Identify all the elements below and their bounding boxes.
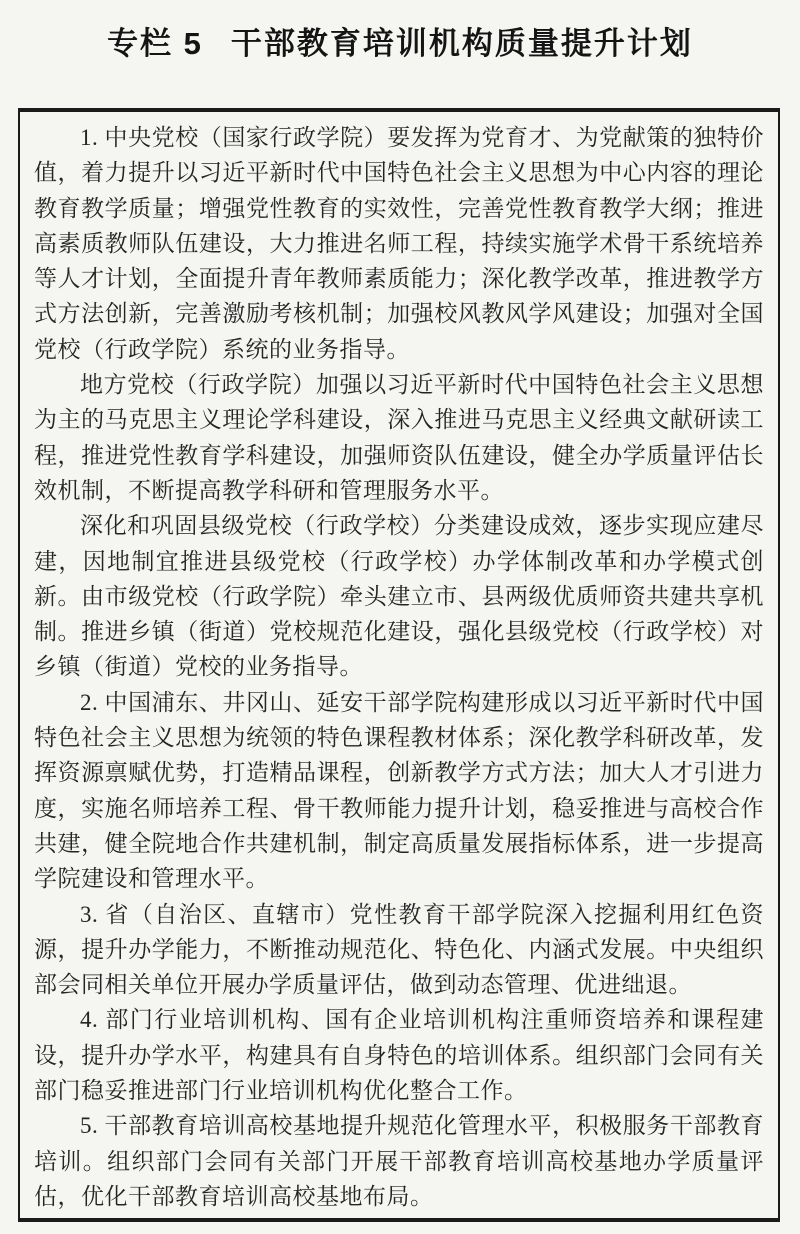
paragraph-cadre-academies: 2. 中国浦东、井冈山、延安干部学院构建形成以习近平新时代中国特色社会主义思想为统领的特色课程教材体系；深化教学科研改革，发挥资源禀赋优势，打造精品课程，创新教学方式方法；加大人才引进力度，实施名师培养工程、骨干教师能力提升计划，稳妥推进与高校合作共建，健全院地合作共建机制，制定高质量发展指标体系，进一步提高学院建设和管理水平。: [34, 689, 764, 892]
content-box: [18, 108, 780, 1222]
page-title: [0, 0, 800, 62]
paragraph-university-training-bases: 5. 干部教育培训高校基地提升规范化管理水平，积极服务干部教育培训。组织部门会同有关部门开展干部教育培训高校基地办学质量评估，优化干部教育培训高校基地布局。: [34, 1113, 764, 1209]
paragraph-provincial-academies: 3. 省（自治区、直辖市）党性教育干部学院深入挖掘利用红色资源，提升办学能力，不断推动规范化、特色化、内涵式发展。中央组织部会同相关单位开展办学质量评估，做到动态管理、优进绌退。: [34, 901, 764, 998]
panel-label: 专栏 5: [107, 26, 203, 61]
paragraph-local-party-schools: 地方党校（行政学院）加强以习近平新时代中国特色社会主义思想为主的马克思主义理论学科建设，深入推进马克思主义经典文献研读工程，推进党性教育学科建设，加强师资队伍建设，健全办学质量评估长效机制，不断提高教学科研和管理服务水平。: [34, 372, 764, 503]
paragraph-industry-training-institutions: 4. 部门行业培训机构、国有企业培训机构注重师资培养和课程建设，提升办学水平，构建具有自身特色的培训体系。组织部门会同有关部门稳妥推进部门行业培训机构优化整合工作。: [34, 1007, 764, 1104]
panel-title-text: 干部教育培训机构质量提升计划: [230, 26, 693, 61]
paragraph-county-party-schools: 深化和巩固县级党校（行政学校）分类建设成效，逐步实现应建尽建，因地制宜推进县级党校（行政学校）办学体制改革和办学模式创新。由市级党校（行政学院）牵头建立市、县两级优质师资共建共享机制。推进乡镇（街道）党校规范化建设，强化县级党校（行政学校）对乡镇（街道）党校的业务指导。: [34, 513, 764, 680]
paragraph-central-party-school: 1. 中央党校（国家行政学院）要发挥为党育才、为党献策的独特价值，着力提升以习近平新时代中国特色社会主义思想为中心内容的理论教育教学质量；增强党性教育的实效性，完善党性教育教学大纲；推进高素质教师队伍建设，大力推进名师工程，持续实施学术骨干系统培养等人才计划，全面提升青年教师素质能力；深化教学改革，推进教学方式方法创新，完善激励考核机制；加强校风教风学风建设；加强对全国党校（行政学院）系统的业务指导。: [34, 125, 764, 362]
